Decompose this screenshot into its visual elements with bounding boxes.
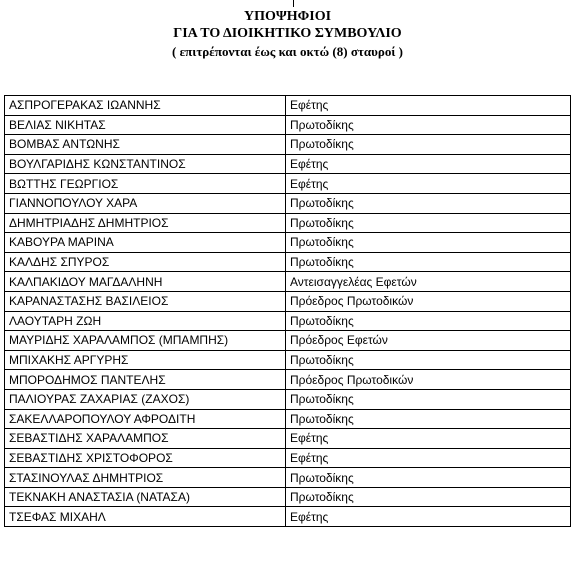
candidate-rank: Εφέτης: [286, 429, 571, 449]
candidate-rank: Πρωτοδίκης: [286, 115, 571, 135]
candidate-name: ΠΑΛΙΟΥΡΑΣ ΖΑΧΑΡΙΑΣ (ΖΑΧΟΣ): [5, 389, 286, 409]
candidate-name: ΤΕΚΝΑΚΗ ΑΝΑΣΤΑΣΙΑ (ΝΑΤΑΣΑ): [5, 487, 286, 507]
candidate-name: ΣΕΒΑΣΤΙΔΗΣ ΧΡΙΣΤΟΦΟΡΟΣ: [5, 448, 286, 468]
table-row: [5, 350, 571, 370]
table-row: [5, 468, 571, 488]
top-divider-mark: [293, 0, 294, 7]
candidate-name: ΜΠΙΧΑΚΗΣ ΑΡΓΥΡΗΣ: [5, 350, 286, 370]
candidate-name: ΒΟΜΒΑΣ ΑΝΤΩΝΗΣ: [5, 135, 286, 155]
page-subtitle: ΓΙΑ ΤΟ ΔΙΟΙΚΗΤΙΚΟ ΣΥΜΒΟΥΛΙΟ: [173, 26, 402, 41]
candidates-table: [4, 95, 571, 527]
candidate-rank: Εφέτης: [286, 448, 571, 468]
table-row: [5, 233, 571, 253]
candidate-name: ΛΑΟΥΤΑΡΗ ΖΩΗ: [5, 311, 286, 331]
table-row: [5, 213, 571, 233]
candidate-rank: Εφέτης: [286, 96, 571, 116]
candidate-rank: Πρωτοδίκης: [286, 193, 571, 213]
page-title: ΥΠΟΨΗΦΙΟΙ: [243, 9, 332, 24]
table-row: [5, 331, 571, 351]
candidate-rank: Εφέτης: [286, 174, 571, 194]
table-row: [5, 409, 571, 429]
candidate-rank: Εφέτης: [286, 507, 571, 527]
candidate-rank: Πρωτοδίκης: [286, 135, 571, 155]
candidate-name: ΔΗΜΗΤΡΙΑΔΗΣ ΔΗΜΗΤΡΙΟΣ: [5, 213, 286, 233]
table-row: [5, 135, 571, 155]
candidate-name: ΒΟΥΛΓΑΡΙΔΗΣ ΚΩΝΣΤΑΝΤΙΝΟΣ: [5, 154, 286, 174]
candidate-name: ΣΤΑΣΙΝΟΥΛΑΣ ΔΗΜΗΤΡΙΟΣ: [5, 468, 286, 488]
candidate-name: ΜΑΥΡΙΔΗΣ ΧΑΡΑΛΑΜΠΟΣ (ΜΠΑΜΠΗΣ): [5, 331, 286, 351]
candidate-rank: Εφέτης: [286, 154, 571, 174]
table-row: [5, 291, 571, 311]
candidate-name: ΚΑΛΔΗΣ ΣΠΥΡΟΣ: [5, 252, 286, 272]
candidate-rank: Πρωτοδίκης: [286, 311, 571, 331]
candidate-rank: Πρωτοδίκης: [286, 468, 571, 488]
candidate-rank: Πρωτοδίκης: [286, 487, 571, 507]
table-row: [5, 252, 571, 272]
candidate-rank: Πρόεδρος Πρωτοδικών: [286, 291, 571, 311]
table-row: [5, 174, 571, 194]
candidate-name: ΜΠΟΡΟΔΗΜΟΣ ΠΑΝΤΕΛΗΣ: [5, 370, 286, 390]
table-row: [5, 96, 571, 116]
candidate-rank: Πρωτοδίκης: [286, 350, 571, 370]
table-row: [5, 389, 571, 409]
table-row: [5, 507, 571, 527]
candidate-rank: Αντεισαγγελέας Εφετών: [286, 272, 571, 292]
table-row: [5, 154, 571, 174]
table-row: [5, 115, 571, 135]
candidate-rank: Πρόεδρος Εφετών: [286, 331, 571, 351]
candidate-name: ΒΩΤΤΗΣ ΓΕΩΡΓΙΟΣ: [5, 174, 286, 194]
table-row: [5, 448, 571, 468]
voting-instructions: ( επιτρέπονται έως και οκτώ (8) σταυροί ): [172, 44, 403, 59]
table-row: [5, 429, 571, 449]
candidate-rank: Πρωτοδίκης: [286, 252, 571, 272]
candidate-name: ΚΑΡΑΝΑΣΤΑΣΗΣ ΒΑΣΙΛΕΙΟΣ: [5, 291, 286, 311]
table-row: [5, 311, 571, 331]
table-row: [5, 193, 571, 213]
candidate-rank: Πρόεδρος Πρωτοδικών: [286, 370, 571, 390]
candidate-name: ΣΑΚΕΛΛΑΡΟΠΟΥΛΟΥ ΑΦΡΟΔΙΤΗ: [5, 409, 286, 429]
candidate-name: ΑΣΠΡΟΓΕΡΑΚΑΣ ΙΩΑΝΝΗΣ: [5, 96, 286, 116]
table-row: [5, 370, 571, 390]
table-row: [5, 487, 571, 507]
candidate-rank: Πρωτοδίκης: [286, 389, 571, 409]
candidate-name: ΒΕΛΙΑΣ ΝΙΚΗΤΑΣ: [5, 115, 286, 135]
candidate-name: ΣΕΒΑΣΤΙΔΗΣ ΧΑΡΑΛΑΜΠΟΣ: [5, 429, 286, 449]
candidate-name: ΚΑΒΟΥΡΑ ΜΑΡΙΝΑ: [5, 233, 286, 253]
candidate-name: ΚΑΛΠΑΚΙΔΟΥ ΜΑΓΔΑΛΗΝΗ: [5, 272, 286, 292]
candidate-rank: Πρωτοδίκης: [286, 409, 571, 429]
candidate-rank: Πρωτοδίκης: [286, 213, 571, 233]
table-row: [5, 272, 571, 292]
candidate-name: ΓΙΑΝΝΟΠΟΥΛΟΥ ΧΑΡΑ: [5, 193, 286, 213]
candidate-name: ΤΣΕΦΑΣ ΜΙΧΑΗΛ: [5, 507, 286, 527]
candidate-rank: Πρωτοδίκης: [286, 233, 571, 253]
candidates-table-body: [5, 96, 571, 527]
